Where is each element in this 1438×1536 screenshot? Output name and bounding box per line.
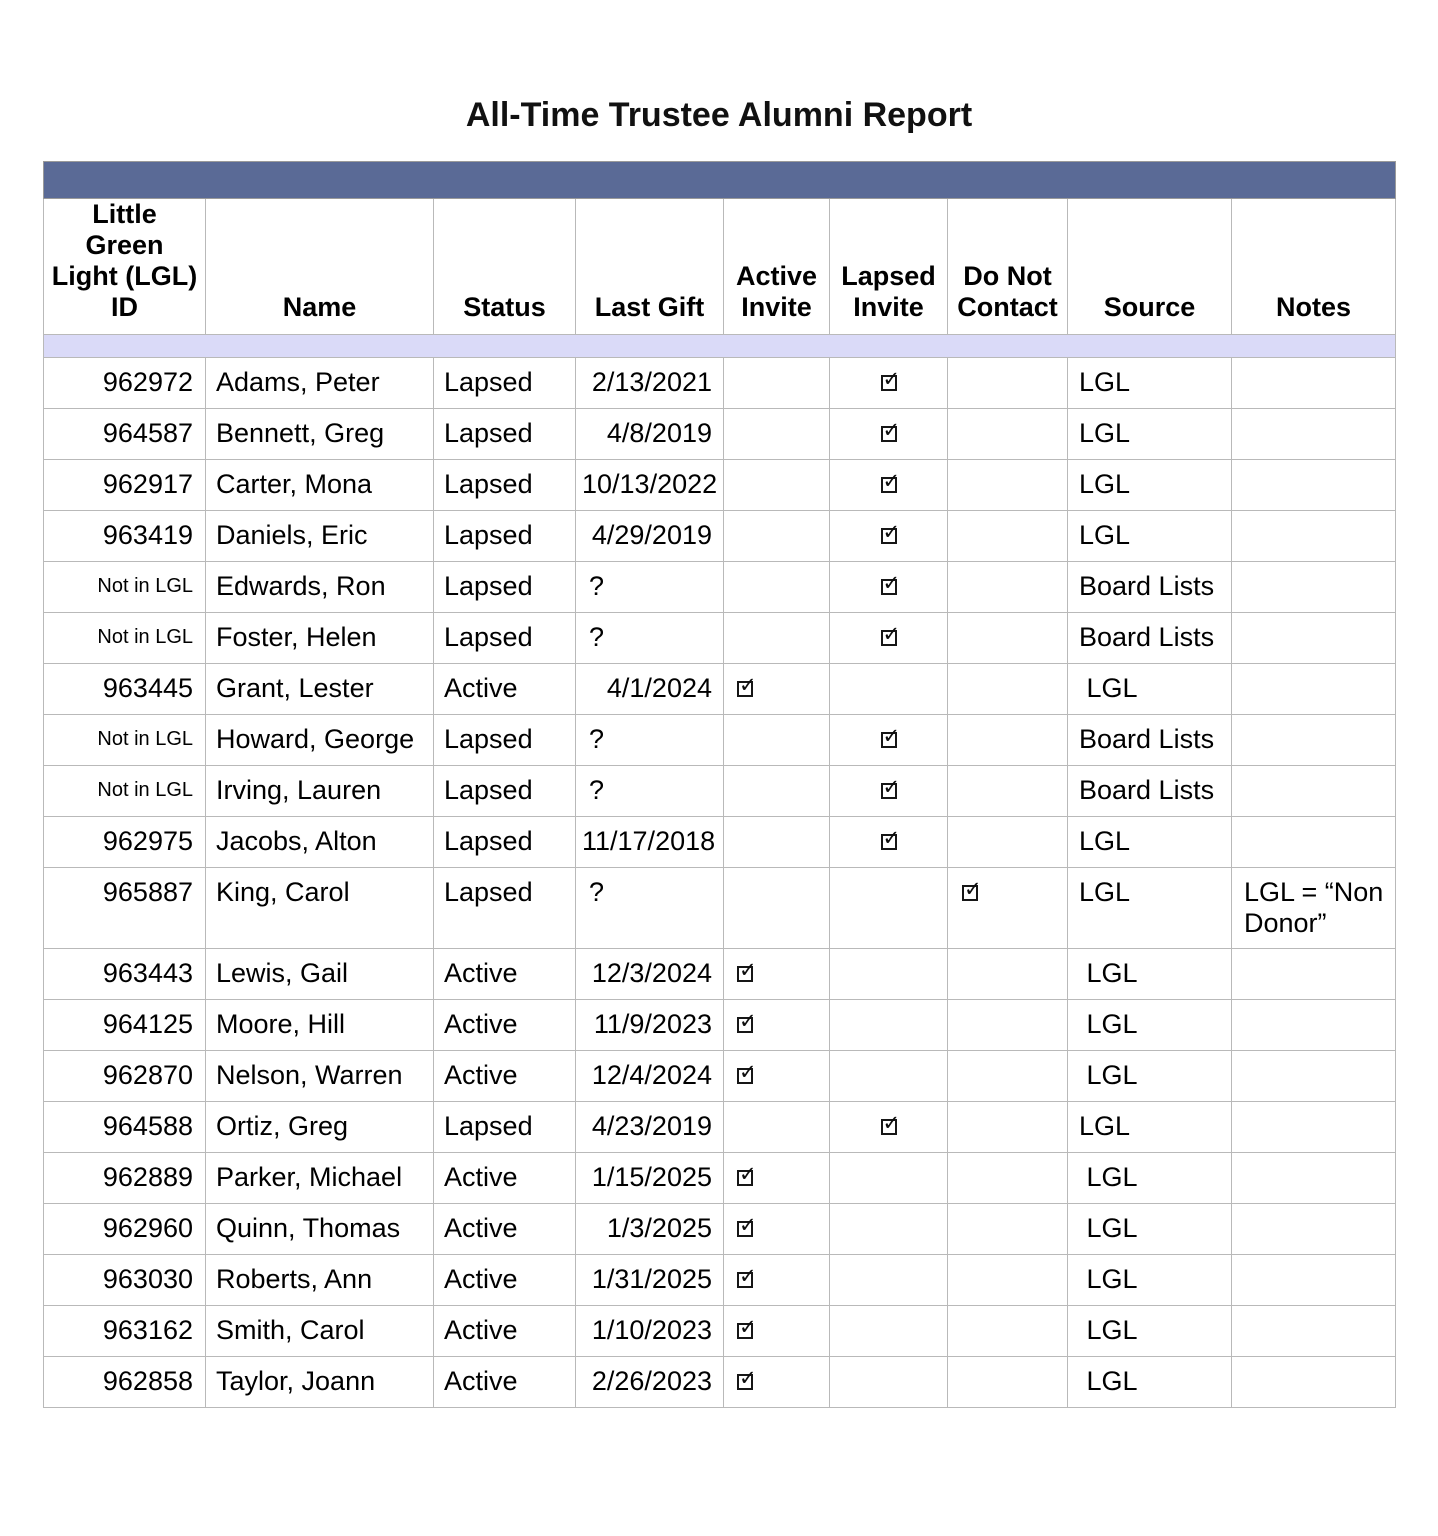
checked-checkbox[interactable]: [881, 367, 901, 391]
cell-lapsed_invite: [830, 1102, 948, 1153]
table-row: [44, 1204, 1396, 1255]
cell-name: Daniels, Eric: [206, 511, 434, 562]
cell-do_not_contact: [948, 613, 1068, 664]
cell-lapsed_invite: [830, 1306, 948, 1357]
cell-source: LGL: [1068, 409, 1232, 460]
cell-status: Lapsed: [434, 358, 576, 409]
cell-notes: [1232, 664, 1396, 715]
cell-active_invite: [724, 868, 830, 949]
column-header-last_gift: Last Gift: [576, 199, 724, 335]
cell-name: Howard, George: [206, 715, 434, 766]
cell-last_gift: 4/1/2024: [576, 664, 724, 715]
cell-id: 964125: [44, 1000, 206, 1051]
subheader-band: [44, 335, 1396, 358]
cell-status: Lapsed: [434, 715, 576, 766]
cell-source: LGL: [1068, 511, 1232, 562]
trustee-alumni-table: [43, 161, 1396, 1408]
cell-name: Quinn, Thomas: [206, 1204, 434, 1255]
table-row: [44, 949, 1396, 1000]
cell-notes: [1232, 766, 1396, 817]
table-row: [44, 1000, 1396, 1051]
cell-name: Parker, Michael: [206, 1153, 434, 1204]
cell-notes: [1232, 358, 1396, 409]
cell-active_invite: [724, 511, 830, 562]
cell-status: Lapsed: [434, 766, 576, 817]
cell-last_gift: ?: [576, 613, 724, 664]
cell-status: Lapsed: [434, 613, 576, 664]
cell-notes: [1232, 1255, 1396, 1306]
table-row: [44, 511, 1396, 562]
cell-active_invite: [724, 1102, 830, 1153]
cell-do_not_contact: [948, 511, 1068, 562]
cell-last_gift: 10/13/2022: [576, 460, 724, 511]
cell-do_not_contact: [948, 1255, 1068, 1306]
cell-do_not_contact: [948, 1204, 1068, 1255]
column-header-row: [44, 199, 1396, 335]
cell-source: LGL: [1068, 358, 1232, 409]
cell-last_gift: ?: [576, 562, 724, 613]
cell-lapsed_invite: [830, 1204, 948, 1255]
cell-do_not_contact: [948, 715, 1068, 766]
table-row: [44, 1102, 1396, 1153]
cell-status: Lapsed: [434, 817, 576, 868]
check-icon: ✓: [964, 877, 982, 901]
cell-lapsed_invite: [830, 949, 948, 1000]
cell-active_invite: [724, 1255, 830, 1306]
cell-status: Active: [434, 949, 576, 1000]
cell-notes: LGL = “Non Donor”: [1232, 868, 1396, 949]
cell-last_gift: ?: [576, 715, 724, 766]
cell-source: LGL: [1068, 1255, 1232, 1306]
checked-checkbox[interactable]: [737, 958, 757, 982]
cell-last_gift: 1/3/2025: [576, 1204, 724, 1255]
cell-lapsed_invite: [830, 409, 948, 460]
cell-do_not_contact: [948, 1153, 1068, 1204]
cell-last_gift: 12/3/2024: [576, 949, 724, 1000]
cell-do_not_contact: [948, 664, 1068, 715]
cell-source: Board Lists: [1068, 613, 1232, 664]
cell-lapsed_invite: [830, 613, 948, 664]
checked-checkbox[interactable]: [881, 520, 901, 544]
cell-lapsed_invite: [830, 664, 948, 715]
cell-lapsed_invite: [830, 766, 948, 817]
cell-last_gift: ?: [576, 766, 724, 817]
checked-checkbox[interactable]: [737, 1366, 757, 1390]
cell-lapsed_invite: [830, 1255, 948, 1306]
check-icon: ✓: [882, 622, 901, 646]
cell-lapsed_invite: [830, 460, 948, 511]
checked-checkbox[interactable]: [737, 1264, 757, 1288]
checked-checkbox[interactable]: [737, 1060, 757, 1084]
cell-status: Active: [434, 1051, 576, 1102]
checked-checkbox[interactable]: [737, 1315, 757, 1339]
cell-lapsed_invite: [830, 817, 948, 868]
cell-lapsed_invite: [830, 562, 948, 613]
cell-active_invite: [724, 949, 830, 1000]
table-row: [44, 868, 1396, 949]
column-header-do_not_contact: Do Not Contact: [948, 199, 1068, 335]
table-row: [44, 817, 1396, 868]
table-row: [44, 1153, 1396, 1204]
column-header-name: Name: [206, 199, 434, 335]
cell-notes: [1232, 949, 1396, 1000]
cell-status: Active: [434, 1000, 576, 1051]
cell-status: Lapsed: [434, 511, 576, 562]
cell-name: Nelson, Warren: [206, 1051, 434, 1102]
checked-checkbox[interactable]: [881, 1111, 901, 1135]
cell-notes: [1232, 715, 1396, 766]
table-row: [44, 358, 1396, 409]
cell-name: Lewis, Gail: [206, 949, 434, 1000]
table-row: [44, 715, 1396, 766]
cell-status: Lapsed: [434, 460, 576, 511]
column-header-source: Source: [1068, 199, 1232, 335]
cell-name: Moore, Hill: [206, 1000, 434, 1051]
cell-notes: [1232, 511, 1396, 562]
check-icon: ✓: [882, 367, 901, 391]
check-icon: ✓: [739, 1366, 757, 1390]
cell-source: LGL: [1068, 1306, 1232, 1357]
cell-source: LGL: [1068, 868, 1232, 949]
table-row: [44, 1255, 1396, 1306]
check-icon: ✓: [882, 520, 901, 544]
checked-checkbox[interactable]: [881, 622, 901, 646]
cell-id: Not in LGL: [44, 613, 206, 664]
cell-lapsed_invite: [830, 715, 948, 766]
cell-status: Lapsed: [434, 1102, 576, 1153]
column-header-active_invite: Active Invite: [724, 199, 830, 335]
cell-last_gift: 4/29/2019: [576, 511, 724, 562]
check-icon: ✓: [882, 469, 901, 493]
check-icon: ✓: [739, 673, 757, 697]
column-header-status: Status: [434, 199, 576, 335]
cell-name: Bennett, Greg: [206, 409, 434, 460]
checked-checkbox[interactable]: [881, 469, 901, 493]
cell-active_invite: [724, 664, 830, 715]
table-row: [44, 664, 1396, 715]
cell-status: Lapsed: [434, 868, 576, 949]
table-row: [44, 1306, 1396, 1357]
checked-checkbox[interactable]: [881, 724, 901, 748]
cell-active_invite: [724, 715, 830, 766]
cell-last_gift: 2/13/2021: [576, 358, 724, 409]
cell-name: Ortiz, Greg: [206, 1102, 434, 1153]
cell-id: Not in LGL: [44, 766, 206, 817]
cell-name: Foster, Helen: [206, 613, 434, 664]
cell-name: Adams, Peter: [206, 358, 434, 409]
check-icon: ✓: [882, 1111, 901, 1135]
cell-do_not_contact: [948, 1000, 1068, 1051]
cell-id: 962889: [44, 1153, 206, 1204]
cell-status: Lapsed: [434, 562, 576, 613]
cell-last_gift: 12/4/2024: [576, 1051, 724, 1102]
cell-active_invite: [724, 562, 830, 613]
cell-notes: [1232, 409, 1396, 460]
cell-notes: [1232, 1102, 1396, 1153]
cell-status: Active: [434, 1153, 576, 1204]
cell-source: LGL: [1068, 1000, 1232, 1051]
check-icon: ✓: [739, 1060, 757, 1084]
subheader-band-cell: [44, 335, 1396, 358]
cell-active_invite: [724, 766, 830, 817]
cell-status: Active: [434, 1204, 576, 1255]
page-title: All-Time Trustee Alumni Report: [465, 96, 973, 134]
checked-checkbox[interactable]: [962, 877, 982, 901]
cell-lapsed_invite: [830, 1051, 948, 1102]
check-icon: ✓: [882, 775, 901, 799]
cell-active_invite: [724, 358, 830, 409]
cell-do_not_contact: [948, 766, 1068, 817]
cell-last_gift: 4/23/2019: [576, 1102, 724, 1153]
cell-id: 963419: [44, 511, 206, 562]
cell-notes: [1232, 1000, 1396, 1051]
cell-id: 963162: [44, 1306, 206, 1357]
cell-notes: [1232, 460, 1396, 511]
cell-source: Board Lists: [1068, 715, 1232, 766]
cell-status: Lapsed: [434, 409, 576, 460]
cell-id: 963443: [44, 949, 206, 1000]
cell-active_invite: [724, 409, 830, 460]
cell-notes: [1232, 1357, 1396, 1408]
table-row: [44, 1051, 1396, 1102]
check-icon: ✓: [739, 1315, 757, 1339]
cell-active_invite: [724, 1051, 830, 1102]
cell-name: Taylor, Joann: [206, 1357, 434, 1408]
cell-lapsed_invite: [830, 1357, 948, 1408]
cell-status: Active: [434, 664, 576, 715]
checked-checkbox[interactable]: [737, 1162, 757, 1186]
cell-notes: [1232, 613, 1396, 664]
cell-source: LGL: [1068, 664, 1232, 715]
check-icon: ✓: [739, 1264, 757, 1288]
cell-notes: [1232, 562, 1396, 613]
cell-id: 962975: [44, 817, 206, 868]
cell-source: Board Lists: [1068, 766, 1232, 817]
check-icon: ✓: [739, 1162, 757, 1186]
cell-do_not_contact: [948, 358, 1068, 409]
cell-do_not_contact: [948, 1051, 1068, 1102]
cell-do_not_contact: [948, 1306, 1068, 1357]
check-icon: ✓: [882, 571, 901, 595]
cell-lapsed_invite: [830, 511, 948, 562]
cell-lapsed_invite: [830, 1153, 948, 1204]
cell-lapsed_invite: [830, 1000, 948, 1051]
cell-do_not_contact: [948, 868, 1068, 949]
cell-do_not_contact: [948, 1357, 1068, 1408]
cell-source: LGL: [1068, 1051, 1232, 1102]
cell-id: 965887: [44, 868, 206, 949]
cell-status: Active: [434, 1255, 576, 1306]
cell-id: 962858: [44, 1357, 206, 1408]
cell-name: Edwards, Ron: [206, 562, 434, 613]
cell-notes: [1232, 1153, 1396, 1204]
cell-active_invite: [724, 460, 830, 511]
cell-id: 963445: [44, 664, 206, 715]
check-icon: ✓: [882, 826, 901, 850]
cell-do_not_contact: [948, 949, 1068, 1000]
cell-last_gift: 11/9/2023: [576, 1000, 724, 1051]
cell-active_invite: [724, 1153, 830, 1204]
cell-id: 962917: [44, 460, 206, 511]
cell-name: Carter, Mona: [206, 460, 434, 511]
cell-do_not_contact: [948, 562, 1068, 613]
check-icon: ✓: [739, 1009, 757, 1033]
cell-name: Grant, Lester: [206, 664, 434, 715]
cell-lapsed_invite: [830, 868, 948, 949]
table-row: [44, 562, 1396, 613]
checked-checkbox[interactable]: [737, 1213, 757, 1237]
cell-name: Smith, Carol: [206, 1306, 434, 1357]
cell-do_not_contact: [948, 409, 1068, 460]
cell-lapsed_invite: [830, 358, 948, 409]
cell-name: King, Carol: [206, 868, 434, 949]
cell-last_gift: 4/8/2019: [576, 409, 724, 460]
cell-last_gift: 11/17/2018: [576, 817, 724, 868]
checked-checkbox[interactable]: [881, 418, 901, 442]
check-icon: ✓: [882, 724, 901, 748]
checked-checkbox[interactable]: [881, 826, 901, 850]
checked-checkbox[interactable]: [881, 775, 901, 799]
cell-active_invite: [724, 817, 830, 868]
cell-id: 962972: [44, 358, 206, 409]
cell-id: 964587: [44, 409, 206, 460]
table-row: [44, 1357, 1396, 1408]
cell-do_not_contact: [948, 817, 1068, 868]
cell-source: LGL: [1068, 817, 1232, 868]
cell-status: Active: [434, 1306, 576, 1357]
cell-last_gift: 1/31/2025: [576, 1255, 724, 1306]
cell-source: Board Lists: [1068, 562, 1232, 613]
column-header-id: Little Green Light (LGL) ID: [44, 199, 206, 335]
table-body: [44, 358, 1396, 1408]
check-icon: ✓: [882, 418, 901, 442]
cell-id: 963030: [44, 1255, 206, 1306]
cell-active_invite: [724, 1000, 830, 1051]
cell-source: LGL: [1068, 1153, 1232, 1204]
cell-last_gift: 2/26/2023: [576, 1357, 724, 1408]
cell-name: Jacobs, Alton: [206, 817, 434, 868]
checked-checkbox[interactable]: [737, 1009, 757, 1033]
cell-id: 964588: [44, 1102, 206, 1153]
cell-last_gift: ?: [576, 868, 724, 949]
checked-checkbox[interactable]: [737, 673, 757, 697]
cell-source: LGL: [1068, 1357, 1232, 1408]
table-row: [44, 766, 1396, 817]
column-header-lapsed_invite: Lapsed Invite: [830, 199, 948, 335]
cell-source: LGL: [1068, 949, 1232, 1000]
cell-active_invite: [724, 1204, 830, 1255]
check-icon: ✓: [739, 958, 757, 982]
column-header-notes: Notes: [1232, 199, 1396, 335]
cell-do_not_contact: [948, 1102, 1068, 1153]
cell-id: 962870: [44, 1051, 206, 1102]
cell-notes: [1232, 817, 1396, 868]
table-row: [44, 460, 1396, 511]
cell-active_invite: [724, 613, 830, 664]
check-icon: ✓: [739, 1213, 757, 1237]
cell-source: LGL: [1068, 1102, 1232, 1153]
cell-name: Roberts, Ann: [206, 1255, 434, 1306]
cell-active_invite: [724, 1357, 830, 1408]
cell-notes: [1232, 1306, 1396, 1357]
cell-last_gift: 1/10/2023: [576, 1306, 724, 1357]
cell-id: 962960: [44, 1204, 206, 1255]
cell-active_invite: [724, 1306, 830, 1357]
cell-id: Not in LGL: [44, 562, 206, 613]
checked-checkbox[interactable]: [881, 571, 901, 595]
cell-do_not_contact: [948, 460, 1068, 511]
header-band-cell: [44, 162, 1396, 199]
cell-last_gift: 1/15/2025: [576, 1153, 724, 1204]
table-row: [44, 613, 1396, 664]
cell-notes: [1232, 1204, 1396, 1255]
cell-notes: [1232, 1051, 1396, 1102]
cell-status: Active: [434, 1357, 576, 1408]
table-row: [44, 409, 1396, 460]
cell-name: Irving, Lauren: [206, 766, 434, 817]
cell-source: LGL: [1068, 1204, 1232, 1255]
cell-id: Not in LGL: [44, 715, 206, 766]
header-band: [44, 162, 1396, 199]
cell-source: LGL: [1068, 460, 1232, 511]
